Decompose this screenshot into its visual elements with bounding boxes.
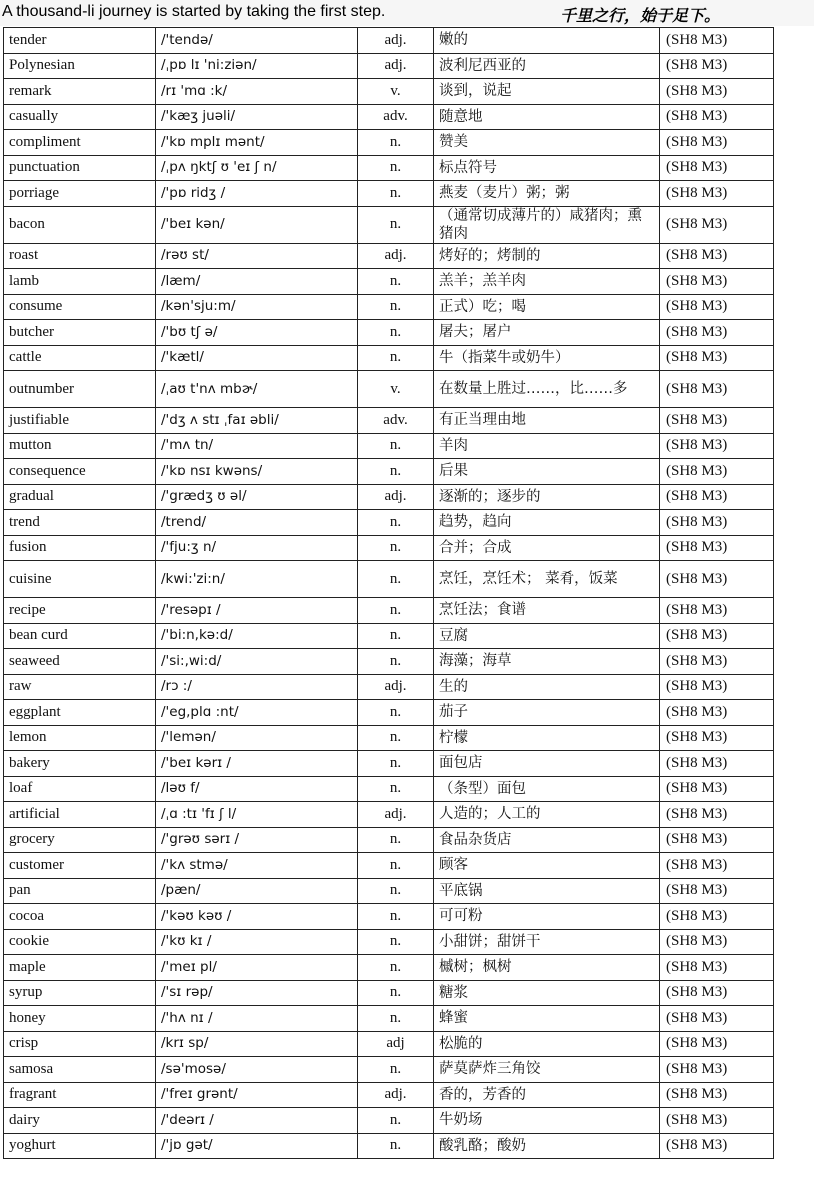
meaning-cell: （条型）面包 <box>434 776 660 802</box>
meaning-cell: 小甜饼；甜饼干 <box>434 929 660 955</box>
table-row <box>4 1057 774 1083</box>
word-cell: artificial <box>4 802 156 828</box>
unit-cell: (SH8 M3) <box>660 181 774 207</box>
meaning-cell: 柠檬 <box>434 725 660 751</box>
table-row <box>4 345 774 371</box>
phonetic-cell: /'bʊ tʃ ə/ <box>156 320 358 346</box>
table-row <box>4 776 774 802</box>
part-of-speech-cell: v. <box>358 371 434 408</box>
word-cell: customer <box>4 853 156 879</box>
meaning-cell: 波利尼西亚的 <box>434 53 660 79</box>
meaning-cell: 羊肉 <box>434 433 660 459</box>
part-of-speech-cell: adv. <box>358 104 434 130</box>
word-cell: porriage <box>4 181 156 207</box>
meaning-cell: 海藻；海草 <box>434 649 660 675</box>
phonetic-cell: /pæn/ <box>156 878 358 904</box>
word-cell: crisp <box>4 1031 156 1057</box>
part-of-speech-cell: adj. <box>358 674 434 700</box>
phonetic-cell: /sə'mosə/ <box>156 1057 358 1083</box>
phonetic-cell: /'kʌ stmə/ <box>156 853 358 879</box>
word-cell: raw <box>4 674 156 700</box>
part-of-speech-cell: n. <box>358 320 434 346</box>
word-cell: grocery <box>4 827 156 853</box>
phonetic-cell: /'eg,plɑ :nt/ <box>156 700 358 726</box>
table-row <box>4 294 774 320</box>
table-row <box>4 802 774 828</box>
part-of-speech-cell: n. <box>358 433 434 459</box>
table-row <box>4 104 774 130</box>
unit-cell: (SH8 M3) <box>660 623 774 649</box>
phonetic-cell: /krɪ sp/ <box>156 1031 358 1057</box>
table-row <box>4 206 774 243</box>
motto-chinese: 千里之行，始于足下。 <box>560 6 721 25</box>
part-of-speech-cell: v. <box>358 79 434 105</box>
part-of-speech-cell: adj. <box>358 28 434 54</box>
word-cell: casually <box>4 104 156 130</box>
word-cell: seaweed <box>4 649 156 675</box>
phonetic-cell: /rɔ :/ <box>156 674 358 700</box>
unit-cell: (SH8 M3) <box>660 1133 774 1159</box>
unit-cell: (SH8 M3) <box>660 561 774 598</box>
part-of-speech-cell: n. <box>358 459 434 485</box>
phonetic-cell: /'pɒ ridʒ / <box>156 181 358 207</box>
table-row <box>4 408 774 434</box>
phonetic-cell: /'kætl/ <box>156 345 358 371</box>
word-cell: recipe <box>4 598 156 624</box>
table-row <box>4 1006 774 1032</box>
word-cell: consequence <box>4 459 156 485</box>
part-of-speech-cell: n. <box>358 623 434 649</box>
part-of-speech-cell: n. <box>358 776 434 802</box>
phonetic-cell: /'dʒ ʌ stɪ ˌfaɪ əbli/ <box>156 408 358 434</box>
phonetic-cell: /'beɪ kən/ <box>156 206 358 243</box>
phonetic-cell: /kwi:'zi:n/ <box>156 561 358 598</box>
vocabulary-table-body <box>4 28 774 1159</box>
table-row <box>4 853 774 879</box>
phonetic-cell: /'tendə/ <box>156 28 358 54</box>
word-cell: lamb <box>4 269 156 295</box>
meaning-cell: 豆腐 <box>434 623 660 649</box>
word-cell: trend <box>4 510 156 536</box>
word-cell: bacon <box>4 206 156 243</box>
unit-cell: (SH8 M3) <box>660 1082 774 1108</box>
meaning-cell: 顾客 <box>434 853 660 879</box>
unit-cell: (SH8 M3) <box>660 751 774 777</box>
phonetic-cell: /ˌpɒ lɪ 'ni:ziən/ <box>156 53 358 79</box>
vocabulary-table <box>3 27 774 1159</box>
word-cell: fusion <box>4 535 156 561</box>
phonetic-cell: /'jɒ gət/ <box>156 1133 358 1159</box>
part-of-speech-cell: n. <box>358 181 434 207</box>
meaning-cell: 燕麦（麦片）粥；粥 <box>434 181 660 207</box>
word-cell: cattle <box>4 345 156 371</box>
part-of-speech-cell: n. <box>358 130 434 156</box>
part-of-speech-cell: n. <box>358 980 434 1006</box>
table-row <box>4 1031 774 1057</box>
table-row <box>4 674 774 700</box>
word-cell: dairy <box>4 1108 156 1134</box>
word-cell: cookie <box>4 929 156 955</box>
meaning-cell: 合并；合成 <box>434 535 660 561</box>
word-cell: cocoa <box>4 904 156 930</box>
unit-cell: (SH8 M3) <box>660 510 774 536</box>
part-of-speech-cell: adj. <box>358 53 434 79</box>
part-of-speech-cell: n. <box>358 561 434 598</box>
phonetic-cell: /rɪ 'mɑ :k/ <box>156 79 358 105</box>
meaning-cell: 人造的；人工的 <box>434 802 660 828</box>
part-of-speech-cell: n. <box>358 269 434 295</box>
phonetic-cell: /'beɪ kərɪ / <box>156 751 358 777</box>
meaning-cell: 羔羊；羔羊肉 <box>434 269 660 295</box>
phonetic-cell: /'meɪ pl/ <box>156 955 358 981</box>
unit-cell: (SH8 M3) <box>660 345 774 371</box>
part-of-speech-cell: n. <box>358 700 434 726</box>
part-of-speech-cell: n. <box>358 1057 434 1083</box>
phonetic-cell: /ˌɑ :tɪ 'fɪ ʃ l/ <box>156 802 358 828</box>
meaning-cell: 烤好的；烤制的 <box>434 243 660 269</box>
table-row <box>4 371 774 408</box>
unit-cell: (SH8 M3) <box>660 1006 774 1032</box>
unit-cell: (SH8 M3) <box>660 725 774 751</box>
part-of-speech-cell: n. <box>358 155 434 181</box>
unit-cell: (SH8 M3) <box>660 827 774 853</box>
part-of-speech-cell: adj <box>358 1031 434 1057</box>
meaning-cell: 生的 <box>434 674 660 700</box>
part-of-speech-cell: n. <box>358 1108 434 1134</box>
table-row <box>4 243 774 269</box>
unit-cell: (SH8 M3) <box>660 980 774 1006</box>
part-of-speech-cell: n. <box>358 206 434 243</box>
part-of-speech-cell: n. <box>358 510 434 536</box>
meaning-cell: 可可粉 <box>434 904 660 930</box>
meaning-cell: 谈到，说起 <box>434 79 660 105</box>
meaning-cell: 趋势，趋向 <box>434 510 660 536</box>
meaning-cell: 烹饪法；食谱 <box>434 598 660 624</box>
unit-cell: (SH8 M3) <box>660 243 774 269</box>
part-of-speech-cell: n. <box>358 751 434 777</box>
meaning-cell: 萨莫萨炸三角饺 <box>434 1057 660 1083</box>
phonetic-cell: /'lemən/ <box>156 725 358 751</box>
table-row <box>4 510 774 536</box>
phonetic-cell: /'mʌ tn/ <box>156 433 358 459</box>
table-row <box>4 53 774 79</box>
phonetic-cell: /'kɒ nsɪ kwəns/ <box>156 459 358 485</box>
meaning-cell: 糖浆 <box>434 980 660 1006</box>
part-of-speech-cell: n. <box>358 294 434 320</box>
part-of-speech-cell: n. <box>358 878 434 904</box>
meaning-cell: 茄子 <box>434 700 660 726</box>
word-cell: samosa <box>4 1057 156 1083</box>
phonetic-cell: /ˌpʌ ŋktʃ ʊ 'eɪ ʃ n/ <box>156 155 358 181</box>
unit-cell: (SH8 M3) <box>660 776 774 802</box>
word-cell: pan <box>4 878 156 904</box>
part-of-speech-cell: n. <box>358 1006 434 1032</box>
meaning-cell: 屠夫；屠户 <box>434 320 660 346</box>
word-cell: cuisine <box>4 561 156 598</box>
part-of-speech-cell: adj. <box>358 802 434 828</box>
table-row <box>4 269 774 295</box>
phonetic-cell: /'kæʒ juəli/ <box>156 104 358 130</box>
unit-cell: (SH8 M3) <box>660 955 774 981</box>
word-cell: tender <box>4 28 156 54</box>
unit-cell: (SH8 M3) <box>660 433 774 459</box>
unit-cell: (SH8 M3) <box>660 79 774 105</box>
word-cell: yoghurt <box>4 1133 156 1159</box>
meaning-cell: 逐渐的；逐步的 <box>434 484 660 510</box>
unit-cell: (SH8 M3) <box>660 1108 774 1134</box>
part-of-speech-cell: n. <box>358 1133 434 1159</box>
meaning-cell: 槭树；枫树 <box>434 955 660 981</box>
unit-cell: (SH8 M3) <box>660 28 774 54</box>
word-cell: butcher <box>4 320 156 346</box>
part-of-speech-cell: n. <box>358 955 434 981</box>
word-cell: gradual <box>4 484 156 510</box>
word-cell: honey <box>4 1006 156 1032</box>
word-cell: maple <box>4 955 156 981</box>
part-of-speech-cell: n. <box>358 853 434 879</box>
unit-cell: (SH8 M3) <box>660 104 774 130</box>
part-of-speech-cell: n. <box>358 598 434 624</box>
word-cell: bakery <box>4 751 156 777</box>
motto-english: A thousand-li journey is started by taking the first step. <box>2 3 386 20</box>
unit-cell: (SH8 M3) <box>660 535 774 561</box>
phonetic-cell: /ˌaʊ t'nʌ mbɚ/ <box>156 371 358 408</box>
phonetic-cell: /'hʌ nɪ / <box>156 1006 358 1032</box>
part-of-speech-cell: adv. <box>358 408 434 434</box>
meaning-cell: 香的，芳香的 <box>434 1082 660 1108</box>
word-cell: syrup <box>4 980 156 1006</box>
unit-cell: (SH8 M3) <box>660 802 774 828</box>
table-row <box>4 878 774 904</box>
phonetic-cell: /'bi:n,kə:d/ <box>156 623 358 649</box>
unit-cell: (SH8 M3) <box>660 674 774 700</box>
word-cell: bean curd <box>4 623 156 649</box>
table-row <box>4 827 774 853</box>
table-row <box>4 955 774 981</box>
table-row <box>4 649 774 675</box>
table-row <box>4 433 774 459</box>
unit-cell: (SH8 M3) <box>660 1057 774 1083</box>
table-row <box>4 28 774 54</box>
phonetic-cell: /'sɪ rəp/ <box>156 980 358 1006</box>
part-of-speech-cell: n. <box>358 904 434 930</box>
word-cell: outnumber <box>4 371 156 408</box>
word-cell: eggplant <box>4 700 156 726</box>
table-row <box>4 904 774 930</box>
table-row <box>4 700 774 726</box>
unit-cell: (SH8 M3) <box>660 206 774 243</box>
table-row <box>4 79 774 105</box>
table-row <box>4 484 774 510</box>
meaning-cell: 牛奶场 <box>434 1108 660 1134</box>
table-row <box>4 535 774 561</box>
word-cell: lemon <box>4 725 156 751</box>
part-of-speech-cell: n. <box>358 929 434 955</box>
phonetic-cell: /'grædʒ ʊ əl/ <box>156 484 358 510</box>
part-of-speech-cell: n. <box>358 649 434 675</box>
meaning-cell: 赞美 <box>434 130 660 156</box>
table-row <box>4 725 774 751</box>
unit-cell: (SH8 M3) <box>660 904 774 930</box>
unit-cell: (SH8 M3) <box>660 459 774 485</box>
phonetic-cell: /'freɪ grənt/ <box>156 1082 358 1108</box>
phonetic-cell: /kən'sju:m/ <box>156 294 358 320</box>
meaning-cell: 烹饪，烹饪术； 菜肴，饭菜 <box>434 561 660 598</box>
table-row <box>4 598 774 624</box>
table-row <box>4 1133 774 1159</box>
meaning-cell: 酸乳酪；酸奶 <box>434 1133 660 1159</box>
table-row <box>4 751 774 777</box>
meaning-cell: 随意地 <box>434 104 660 130</box>
phonetic-cell: /'kʊ kɪ / <box>156 929 358 955</box>
part-of-speech-cell: n. <box>358 535 434 561</box>
meaning-cell: 正式）吃；喝 <box>434 294 660 320</box>
part-of-speech-cell: n. <box>358 827 434 853</box>
table-row <box>4 980 774 1006</box>
unit-cell: (SH8 M3) <box>660 700 774 726</box>
unit-cell: (SH8 M3) <box>660 1031 774 1057</box>
word-cell: loaf <box>4 776 156 802</box>
unit-cell: (SH8 M3) <box>660 269 774 295</box>
part-of-speech-cell: adj. <box>358 1082 434 1108</box>
word-cell: compliment <box>4 130 156 156</box>
unit-cell: (SH8 M3) <box>660 484 774 510</box>
unit-cell: (SH8 M3) <box>660 408 774 434</box>
meaning-cell: 在数量上胜过……，比……多 <box>434 371 660 408</box>
table-row <box>4 130 774 156</box>
unit-cell: (SH8 M3) <box>660 853 774 879</box>
meaning-cell: 标点符号 <box>434 155 660 181</box>
meaning-cell: 嫩的 <box>434 28 660 54</box>
table-row <box>4 623 774 649</box>
phonetic-cell: /'resəpɪ / <box>156 598 358 624</box>
word-cell: fragrant <box>4 1082 156 1108</box>
word-cell: justifiable <box>4 408 156 434</box>
phonetic-cell: /læm/ <box>156 269 358 295</box>
unit-cell: (SH8 M3) <box>660 320 774 346</box>
phonetic-cell: /rəʊ st/ <box>156 243 358 269</box>
page-header <box>0 0 814 26</box>
table-row <box>4 320 774 346</box>
table-row <box>4 459 774 485</box>
part-of-speech-cell: n. <box>358 725 434 751</box>
word-cell: punctuation <box>4 155 156 181</box>
unit-cell: (SH8 M3) <box>660 155 774 181</box>
unit-cell: (SH8 M3) <box>660 598 774 624</box>
unit-cell: (SH8 M3) <box>660 371 774 408</box>
word-cell: Polynesian <box>4 53 156 79</box>
phonetic-cell: /ləʊ f/ <box>156 776 358 802</box>
unit-cell: (SH8 M3) <box>660 294 774 320</box>
unit-cell: (SH8 M3) <box>660 878 774 904</box>
meaning-cell: 面包店 <box>434 751 660 777</box>
word-cell: remark <box>4 79 156 105</box>
meaning-cell: （通常切成薄片的）咸猪肉；熏猪肉 <box>434 206 660 243</box>
meaning-cell: 平底锅 <box>434 878 660 904</box>
phonetic-cell: /'si:,wi:d/ <box>156 649 358 675</box>
word-cell: consume <box>4 294 156 320</box>
word-cell: mutton <box>4 433 156 459</box>
meaning-cell: 后果 <box>434 459 660 485</box>
phonetic-cell: /'kɒ mplɪ mənt/ <box>156 130 358 156</box>
phonetic-cell: /'grəʊ sərɪ / <box>156 827 358 853</box>
phonetic-cell: /'deərɪ / <box>156 1108 358 1134</box>
meaning-cell: 食品杂货店 <box>434 827 660 853</box>
table-row <box>4 561 774 598</box>
table-row <box>4 929 774 955</box>
meaning-cell: 牛（指菜牛或奶牛） <box>434 345 660 371</box>
part-of-speech-cell: n. <box>358 345 434 371</box>
unit-cell: (SH8 M3) <box>660 929 774 955</box>
meaning-cell: 蜂蜜 <box>434 1006 660 1032</box>
phonetic-cell: /'fju:ʒ n/ <box>156 535 358 561</box>
unit-cell: (SH8 M3) <box>660 649 774 675</box>
phonetic-cell: /'kəʊ kəʊ / <box>156 904 358 930</box>
meaning-cell: 松脆的 <box>434 1031 660 1057</box>
table-row <box>4 1082 774 1108</box>
word-cell: roast <box>4 243 156 269</box>
part-of-speech-cell: adj. <box>358 484 434 510</box>
unit-cell: (SH8 M3) <box>660 53 774 79</box>
part-of-speech-cell: adj. <box>358 243 434 269</box>
unit-cell: (SH8 M3) <box>660 130 774 156</box>
meaning-cell: 有正当理由地 <box>434 408 660 434</box>
phonetic-cell: /trend/ <box>156 510 358 536</box>
table-row <box>4 155 774 181</box>
table-row <box>4 181 774 207</box>
table-row <box>4 1108 774 1134</box>
